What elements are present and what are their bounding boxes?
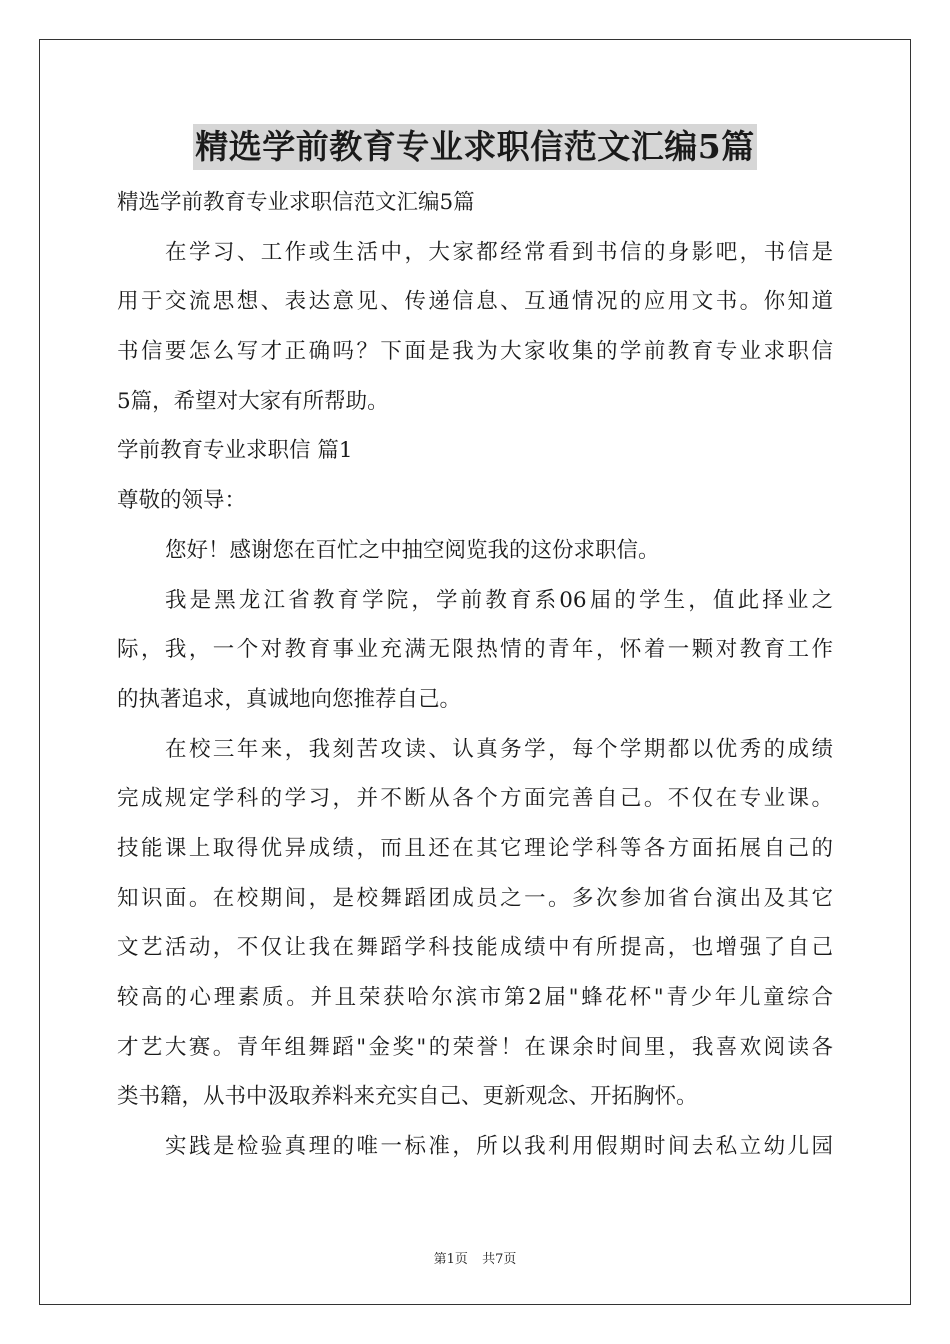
page-footer xyxy=(0,1248,950,1267)
salutation: 尊敬的领导： xyxy=(117,488,247,514)
paragraph-line: 在校三年来，我刻苦攻读、认真务学，每个学期都以优秀的成绩 xyxy=(165,736,833,762)
greeting-block xyxy=(117,526,833,576)
paragraph-line: 文艺活动，不仅让我在舞蹈学科技能成绩中有所提高，也增强了自己 xyxy=(117,935,833,961)
paragraph-line: 实践是检验真理的唯一标准，所以我利用假期时间去私立幼儿园 xyxy=(165,1134,833,1160)
paragraph-line: 我是黑龙江省教育学院，学前教育系06届的学生，值此择业之 xyxy=(165,587,833,613)
paragraph-line: 的执著追求，真诚地向您推荐自己。 xyxy=(117,686,462,712)
intro-paragraph xyxy=(117,228,833,427)
paragraph-line: 知识面。在校期间，是校舞蹈团成员之一。多次参加省台演出及其它 xyxy=(117,885,833,911)
paragraph-1 xyxy=(117,576,833,725)
page-total: 共7页 xyxy=(482,1252,517,1267)
section-heading: 学前教育专业求职信 篇1 xyxy=(117,438,353,464)
document-body xyxy=(117,178,833,1172)
paragraph-line: 类书籍，从书中汲取养料来充实自己、更新观念、开拓胸怀。 xyxy=(117,1084,698,1110)
salutation-block xyxy=(117,476,833,526)
greeting: 您好！感谢您在百忙之中抽空阅览我的这份求职信。 xyxy=(165,537,660,563)
paragraph-line: 完成规定学科的学习，并不断从各个方面完善自己。不仅在专业课。 xyxy=(117,786,833,812)
section-heading-block xyxy=(117,426,833,476)
subtitle: 精选学前教育专业求职信范文汇编5篇 xyxy=(117,190,475,215)
paragraph-line: 才艺大赛。青年组舞蹈"金奖"的荣誉！在课余时间里，我喜欢阅读各 xyxy=(117,1034,833,1060)
document-title-text: 精选学前教育专业求职信范文汇编5篇 xyxy=(193,124,756,170)
paragraph-line: 书信要怎么写才正确吗？下面是我为大家收集的学前教育专业求职信 xyxy=(117,339,833,365)
paragraph-line: 较高的心理素质。并且荣获哈尔滨市第2届"蜂花杯"青少年儿童综合 xyxy=(117,985,833,1010)
paragraph-3 xyxy=(117,1122,833,1172)
document-title xyxy=(0,124,950,170)
paragraph-line: 5篇，希望对大家有所帮助。 xyxy=(117,388,389,414)
page-number: 第1页 xyxy=(433,1252,468,1267)
paragraph-line: 技能课上取得优异成绩，而且还在其它理论学科等各方面拓展自己的 xyxy=(117,835,833,861)
paragraph-line: 用于交流思想、表达意见、传递信息、互通情况的应用文书。你知道 xyxy=(117,289,833,315)
paragraph-line: 在学习、工作或生活中，大家都经常看到书信的身影吧，书信是 xyxy=(165,239,833,265)
paragraph-2 xyxy=(117,725,833,1123)
paragraph-line: 际，我，一个对教育事业充满无限热情的青年，怀着一颗对教育工作 xyxy=(117,637,833,663)
subtitle-block xyxy=(117,178,833,228)
